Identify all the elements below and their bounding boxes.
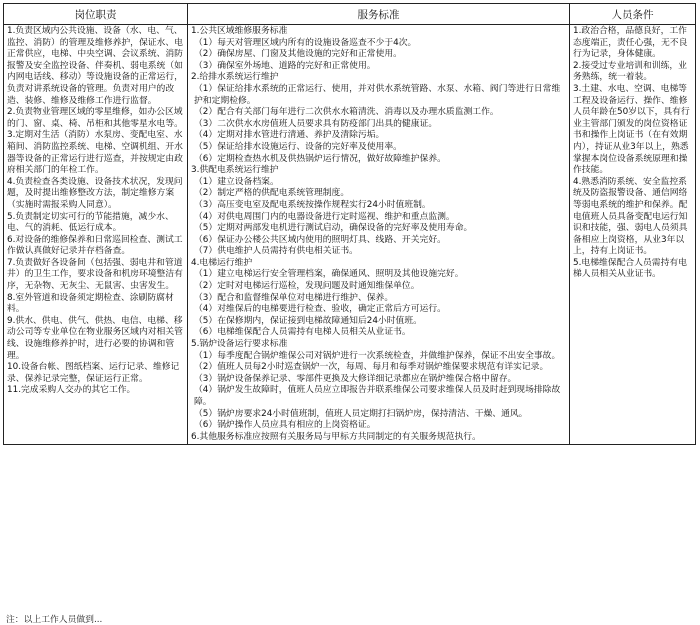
header-duties: 岗位职责 (4, 4, 188, 25)
standard-item: （3）确保室外场地、道路的完好和正常使用。 (194, 60, 376, 71)
standard-item: （1）保证给排水系统的正常运行、使用，并对供水系统管路、水泵、水箱、阀门等进行日常维护和定期检修。 (194, 83, 561, 106)
standard-section-heading: 4.电梯运行维护 (191, 257, 253, 268)
requirement-item: 3.土建、水电、空调、电梯等工程及设备运行、操作、维修人员年龄在50岁以下，具有行业主管部门颁发的岗位资格证书和操作上岗证书（在有效期内），持证从业3年以上，熟悉掌握本岗位设备系统原理和操作技能。 (573, 83, 690, 176)
standard-item: （6）电梯维保配合人员需持有电梯人员相关从业证书。 (194, 327, 411, 338)
standard-item: （2）定时对电梯运行巡检，发现问题及时通知维保单位。 (194, 281, 420, 292)
header-staff-requirements: 人员条件 (570, 4, 696, 25)
standard-item: （1）建立设备档案。 (194, 176, 279, 187)
duty-item: 10.设备台帐、图纸档案、运行记录、维修记录、保养记录完整，保证运行正常。 (7, 362, 180, 384)
standard-item: （6）定期检查热水机及供热锅炉运行情况，做好故障维护保养。 (194, 153, 446, 164)
duty-item: 1.负责区域内公共设施、设备（水、电、气、监控、消防）的管理及维修养护，保证水、电正常供应，电梯、中央空调、会议系统、消防报警及安全监控设备、伴奏机、弱电系统（如内网电话线、移动）等设施设备的正常运行，负责对讲系统设备的管理。负责对用户的改造、装修、维修及维修工作进行监督。 (7, 26, 183, 106)
standard-item: （4）定期对排水管进行清通、养护及清除污垢。 (194, 130, 385, 141)
duty-item: 8.室外管道和设备须定期检查、涂刷防腐材料。 (7, 292, 174, 315)
standard-item: （6）锅炉操作人员应具有相应的上岗资格证。 (194, 420, 376, 431)
standard-item: （5）在保修期内，保证接到电梯故障通知后24小时值班。 (194, 315, 422, 326)
staff-requirements-list (570, 25, 695, 282)
standard-item: （1）每季度配合锅炉维保公司对锅炉进行一次系统检查，并做维护保养，保证不出安全事故。 (194, 350, 561, 361)
standard-item: （2）值班人员每2小时巡查锅炉一次，每周、每月和每季对锅炉维保要求规范有详实记录。 (194, 362, 549, 373)
duty-item: 3.定期对生活（消防）水泵房、变配电室、水箱间、消防监控系统、电梯、空调机组、开水器等设备的正常运行进行巡查，并按规定由政府相关部门的年检工作。 (7, 130, 183, 176)
duty-item: 5.负责制定切实可行的节能措施，减少水、电、气的消耗、低运行成本。 (7, 211, 174, 234)
standard-section-heading: 6.其他服务标准应按照有关服务局与甲标方共同制定的有关服务规范执行。 (191, 431, 481, 442)
standard-section-heading: 1.公共区域维修服务标准 (191, 26, 288, 36)
service-standard-cell (188, 25, 570, 445)
standard-item: （4）对供电周围门内的电器设备进行定时巡视、维护和重点监测。 (194, 211, 455, 222)
duties-cell (4, 25, 188, 445)
standard-item: （2）配合有关部门每年进行二次供水水箱清洗、消毒以及办理水质监测工作。 (194, 107, 499, 118)
header-service-standard: 服务标准 (188, 4, 570, 25)
table-header-row (4, 4, 696, 25)
duty-item: 6.对设备的维修保养和日常巡回检查、测试工作做认真做好记录并存档备查。 (7, 234, 183, 257)
standard-item: （5）定期对两部发电机进行测试启动，确保设备的完好率及使用寿命。 (194, 223, 473, 234)
requirement-item: 5.电梯维保配合人员需持有电梯人员相关从业证书。 (573, 257, 687, 280)
standard-item: （5）锅炉房要求24小时值班制，值班人员定期打扫锅炉房，保持清洁、干燥、通风。 (194, 408, 528, 419)
duty-item: 9.供水、供电、供气、供热、电信、电梯、移动公司等专业单位在物业服务区域内对相关管线、设施维修养护时，进行必要的协调和管理。 (7, 315, 183, 361)
standard-item: （2）确保房屋、门窗及其他设施的完好和正常使用。 (194, 49, 402, 60)
duty-item: 11.完成采购人交办的其它工作。 (7, 385, 136, 396)
duty-item: 4.负责检查各类设施、设备技术状况，发现问题，及时提出维修整改方法，制定维修方案（实施时需报采购人同意）。 (7, 176, 183, 210)
requirement-item: 2.接受过专业培训和训练，业务熟练，统一着装。 (573, 60, 687, 83)
responsibility-table (3, 3, 696, 445)
footer-note: 注：以上工作人员做到... (6, 615, 103, 625)
standard-item: （3）高压变电室及配电系统按操作规程实行24小时值班制。 (194, 199, 431, 210)
standard-section-heading: 3.供配电系统运行维护 (191, 165, 279, 176)
standard-item: （4）对维保后的电梯要进行检查、验收，确定正常后方可运行。 (194, 304, 446, 315)
standard-item: （3）配合和监督维保单位对电梯进行维护、保养。 (194, 292, 394, 303)
duty-item: 7.负责做好各设备间（包括强、弱电井和管道井）的卫生工作，要求设备和机房环境整洁有序，无杂物、无灰尘、无鼠害、虫害发生。 (7, 257, 183, 292)
standard-section-heading: 2.给排水系统运行维护 (191, 72, 279, 83)
standard-item: （3）二次供水水房值班人员要求具有防疫部门出具的健康证。 (194, 118, 438, 129)
standard-item: （5）保证给排水设施运行、设备的完好率及使用率。 (194, 141, 402, 152)
requirement-item: 4.熟悉消防系统、安全监控系统及防盗报警设备、通信网络等弱电系统的维护和保养。配电值班人员具备变配电运行知识和技能，强、弱电人员须具备相应上岗资格，从业3年以上，持有上岗证书。 (573, 176, 688, 257)
standard-section-heading: 5.锅炉设备运行要求标准 (191, 339, 288, 350)
staff-requirements-cell (570, 25, 696, 445)
duties-list (4, 25, 187, 398)
service-standard-list (188, 25, 569, 444)
requirement-item: 1.政治合格，品德良好，工作态度端正，责任心强，无不良行为记录，身体健康。 (573, 26, 688, 60)
duty-item: 2.负责物业管理区域的零星维修，如办公区域的门、窗、桌、椅、吊柜和其他零星水电等。 (7, 107, 183, 129)
standard-item: （6）保证办公楼公共区域内使用的照明灯具、线路、开关完好。 (194, 234, 446, 245)
standard-item: （3）锅炉设备保养记录、零部件更换及大修详细记录都应在锅炉维保合格中留存。 (194, 373, 517, 384)
table-body-row (4, 25, 696, 445)
standard-item: （1）建立电梯运行安全管理档案，确保通风、照明及其他设施完好。 (194, 269, 464, 280)
standard-item: （1）每天对管理区域内所有的设施设备巡查不少于4次。 (194, 37, 417, 48)
standard-item: （2）制定严格的供配电系统管理制度。 (194, 188, 350, 199)
standard-item: （7）供电维护人员需持有供电相关证书。 (194, 246, 358, 257)
standard-item: （4）锅炉发生故障时，值班人员应立即报告并联系维保公司要求维保人员及时赶到现场排除故障。 (194, 385, 561, 407)
